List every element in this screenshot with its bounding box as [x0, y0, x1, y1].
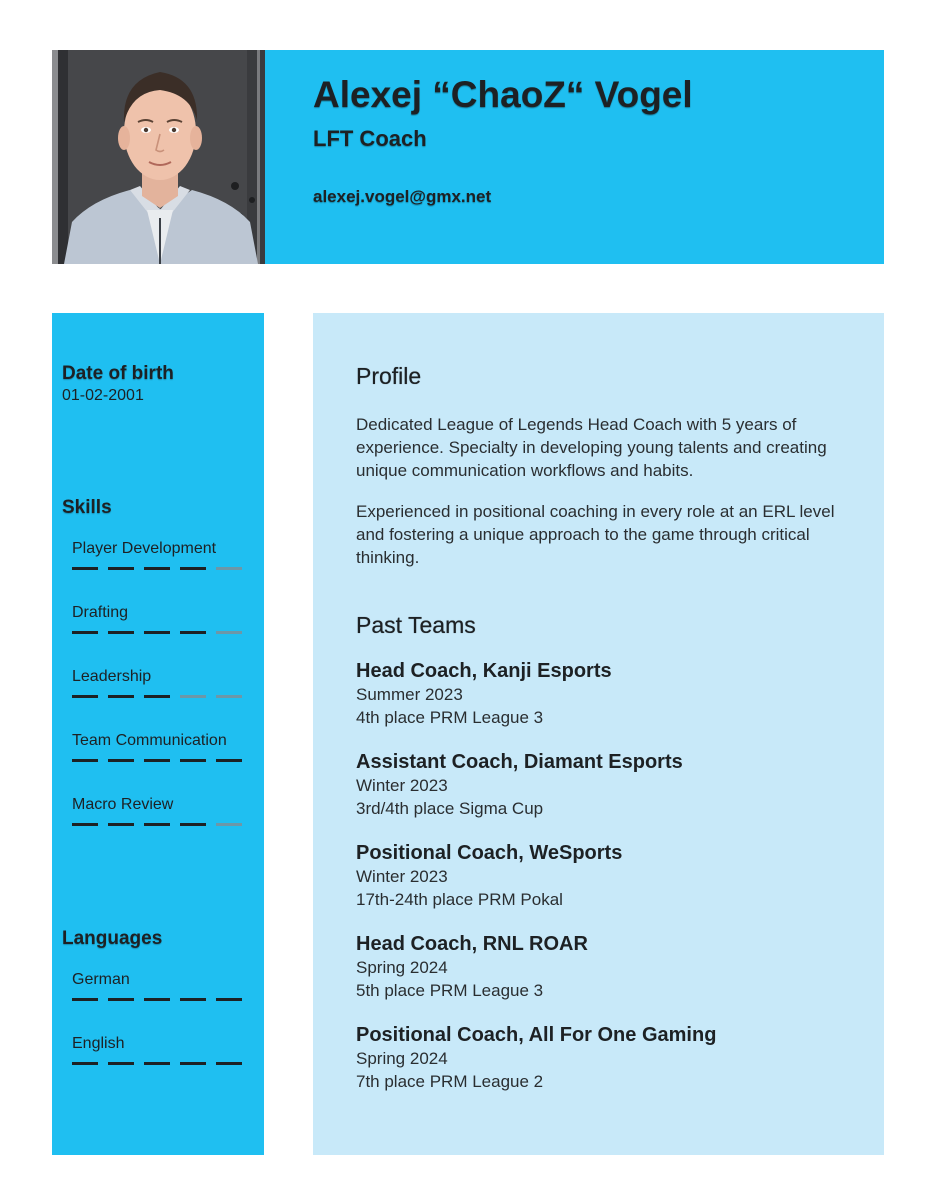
language-item: [72, 1035, 252, 1065]
candidate-role: LFT Coach: [313, 126, 427, 151]
rating-bar-filled: [180, 998, 206, 1001]
skill-rating: [72, 695, 252, 698]
skill-label: Team Communication: [72, 732, 227, 749]
sidebar: [52, 313, 264, 1155]
rating-bar-empty: [216, 823, 242, 826]
skill-rating: [72, 759, 252, 762]
past-teams-heading: Past Teams: [356, 612, 476, 638]
skill-rating: [72, 567, 252, 570]
languages-heading: Languages: [62, 928, 163, 949]
skill-rating: [72, 823, 252, 826]
team-entry: [356, 1023, 856, 1093]
rating-bar-filled: [216, 1062, 242, 1065]
skill-item: [72, 668, 252, 698]
rating-bar-filled: [144, 695, 170, 698]
skill-item: [72, 796, 252, 826]
email-address[interactable]: alexej.vogel@gmx.net: [313, 187, 492, 206]
dob-value: 01-02-2001: [62, 387, 144, 404]
team-result: 5th place PRM League 3: [356, 981, 544, 1000]
rating-bar-empty: [216, 631, 242, 634]
candidate-name: Alexej “ChaoZ“ Vogel: [313, 74, 693, 115]
team-result: 7th place PRM League 2: [356, 1072, 544, 1091]
skill-item: [72, 540, 252, 570]
rating-bar-filled: [72, 567, 98, 570]
team-entry: [356, 750, 856, 820]
rating-bar-empty: [216, 695, 242, 698]
rating-bar-filled: [144, 631, 170, 634]
rating-bar-filled: [72, 998, 98, 1001]
team-entry: [356, 932, 856, 1002]
team-season: Summer 2023: [356, 685, 463, 704]
rating-bar-empty: [180, 695, 206, 698]
team-title: Assistant Coach, Diamant Esports: [356, 751, 683, 773]
rating-bar-filled: [180, 567, 206, 570]
team-season: Spring 2024: [356, 958, 448, 977]
team-entry: [356, 841, 856, 911]
rating-bar-empty: [216, 567, 242, 570]
skill-item: [72, 604, 252, 634]
rating-bar-filled: [108, 695, 134, 698]
skills-heading: Skills: [62, 497, 112, 518]
team-result: 4th place PRM League 3: [356, 708, 544, 727]
rating-bar-filled: [180, 823, 206, 826]
rating-bar-filled: [72, 1062, 98, 1065]
skill-label: Drafting: [72, 604, 129, 621]
skill-item: [72, 732, 252, 762]
team-result: 17th-24th place PRM Pokal: [356, 890, 563, 909]
team-title: Positional Coach, All For One Gaming: [356, 1024, 717, 1046]
rating-bar-filled: [180, 759, 206, 762]
team-season: Spring 2024: [356, 1049, 448, 1068]
rating-bar-filled: [108, 567, 134, 570]
language-item: [72, 971, 252, 1001]
header-banner: [265, 50, 884, 264]
rating-bar-filled: [108, 759, 134, 762]
dob-heading: Date of birth: [62, 363, 174, 384]
rating-bar-filled: [72, 823, 98, 826]
language-rating: [72, 998, 252, 1001]
team-season: Winter 2023: [356, 867, 448, 886]
main-content: [313, 313, 884, 1155]
rating-bar-filled: [108, 631, 134, 634]
rating-bar-filled: [180, 1062, 206, 1065]
rating-bar-filled: [72, 759, 98, 762]
team-result: 3rd/4th place Sigma Cup: [356, 799, 544, 818]
team-season: Winter 2023: [356, 776, 448, 795]
skill-label: Leadership: [72, 668, 152, 685]
rating-bar-filled: [72, 631, 98, 634]
rating-bar-filled: [144, 1062, 170, 1065]
rating-bar-filled: [144, 759, 170, 762]
skill-rating: [72, 631, 252, 634]
team-title: Head Coach, Kanji Esports: [356, 660, 612, 682]
rating-bar-filled: [144, 823, 170, 826]
team-entry: [356, 659, 856, 729]
rating-bar-filled: [180, 631, 206, 634]
rating-bar-filled: [108, 998, 134, 1001]
rating-bar-filled: [216, 759, 242, 762]
language-label: English: [72, 1035, 125, 1052]
profile-paragraph: Dedicated League of Legends Head Coach with 5 years of experience. Specialty in developing young talents and creating unique communication workflows and habits.: [356, 415, 827, 480]
skill-label: Macro Review: [72, 796, 174, 813]
rating-bar-filled: [72, 695, 98, 698]
rating-bar-filled: [108, 1062, 134, 1065]
skill-label: Player Development: [72, 540, 217, 557]
rating-bar-filled: [216, 998, 242, 1001]
profile-heading: Profile: [356, 363, 422, 389]
profile-paragraph: Experienced in positional coaching in every role at an ERL level and fostering a unique approach to the game through critical thinking.: [356, 502, 835, 567]
language-label: German: [72, 971, 130, 988]
profile-photo: [52, 50, 265, 264]
team-title: Positional Coach, WeSports: [356, 842, 623, 864]
rating-bar-filled: [144, 998, 170, 1001]
rating-bar-filled: [144, 567, 170, 570]
language-rating: [72, 1062, 252, 1065]
rating-bar-filled: [108, 823, 134, 826]
team-title: Head Coach, RNL ROAR: [356, 933, 588, 955]
